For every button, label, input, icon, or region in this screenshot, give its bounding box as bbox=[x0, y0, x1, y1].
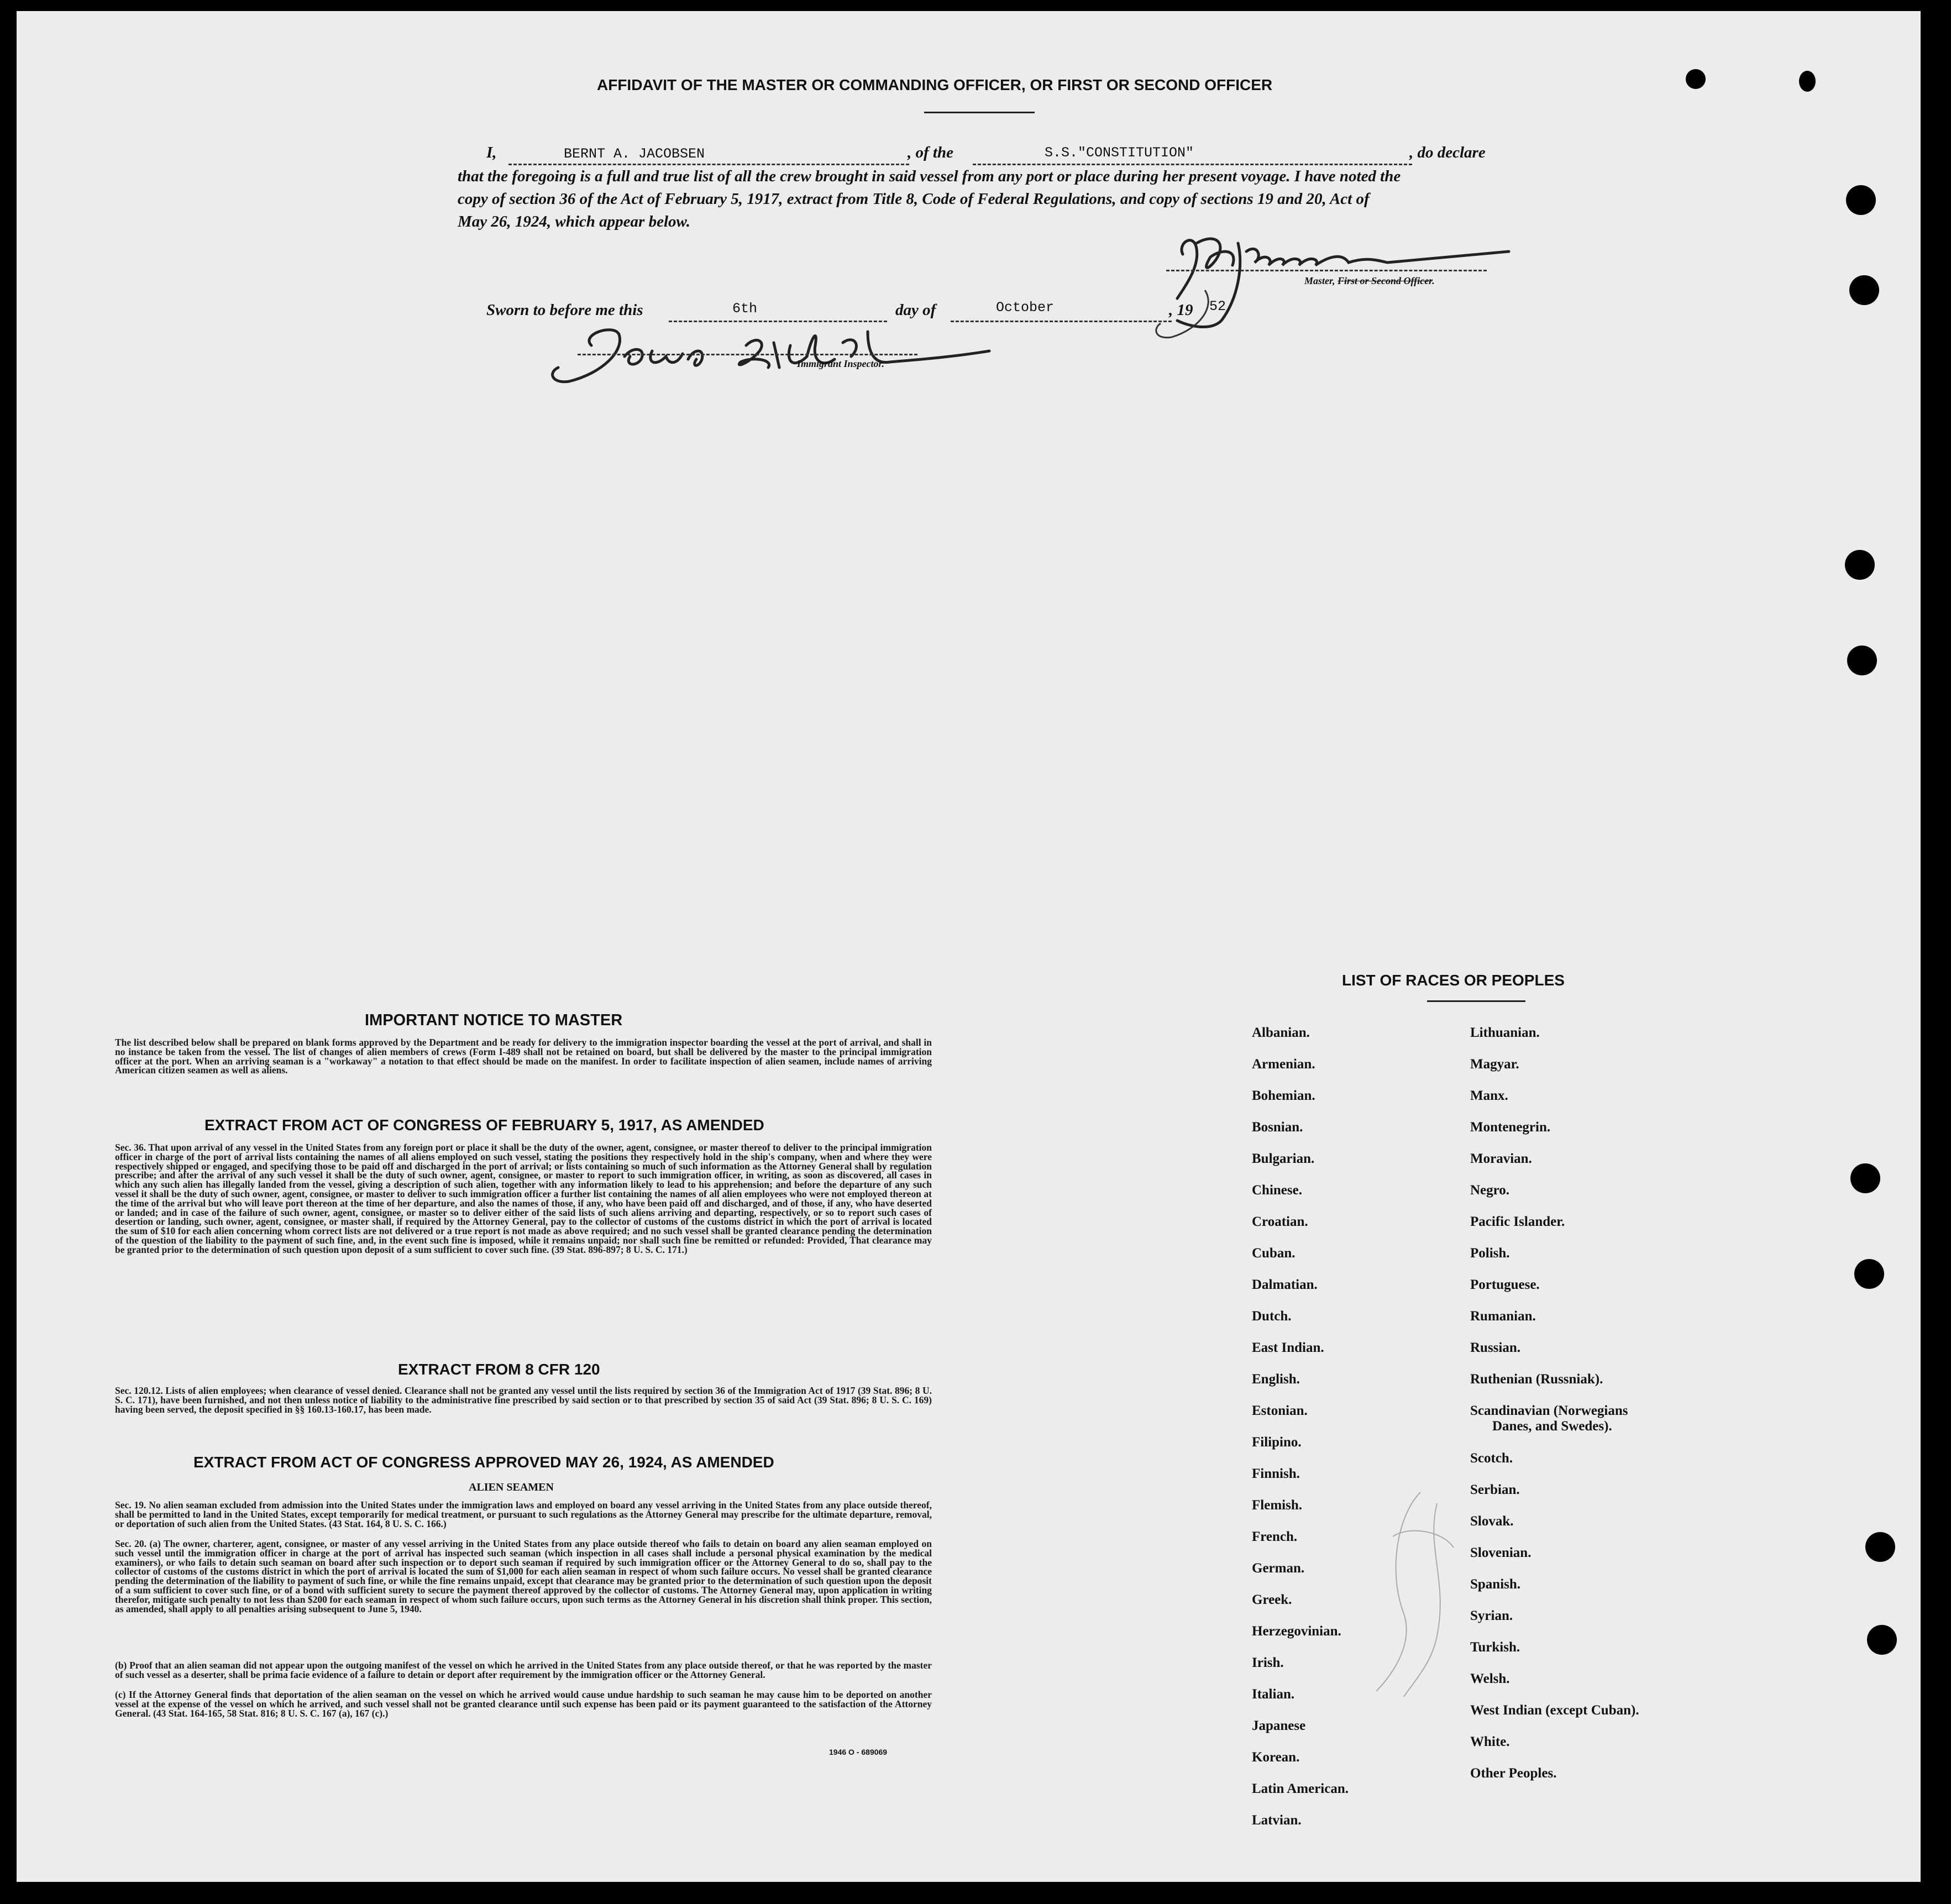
races-title-rule bbox=[1427, 1000, 1525, 1002]
race-item: Montenegrin. bbox=[1470, 1120, 1551, 1135]
master-signature-line bbox=[1166, 270, 1487, 271]
race-item: Lithuanian. bbox=[1470, 1025, 1540, 1040]
notice-body: The list described below shall be prepared on blank forms approved by the Department and be ready for delivery to the immigration inspector boarding the vessel at the port of arrival, and shall in no instance be taken from the vessel. The list of changes of alien members of crews (Form I-489 shall not be retained on board, but shall be delivered by the master to the principal immigration officer at the port. When an arriving seaman is a "workaway" a notation to that effect should be made on the manifest. In order to facilitate inspection of alien seamen, include names of arriving American citizen seamen as well as aliens. bbox=[115, 1037, 932, 1076]
races-right-column bbox=[1470, 1025, 1639, 1797]
sec19-body: Sec. 19. No alien seaman excluded from admission into the United States under the immigration laws and employed on board any vessel arriving in the United States from any place outside thereof, shall be permitted to land in the United States, except temporarily for medical treatment, or pursuant to such regulations as the Attorney General may prescribe for the ultimate departure, removal, or deportation of such alien from the United States. (43 Stat. 164, 8 U. S. C. 166.) bbox=[115, 1499, 932, 1529]
extract-1917-body: Sec. 36. That upon arrival of any vessel in the United States from any foreign port or place it shall be the duty of the owner, agent, consignee, or master thereof to deliver to the principal immigration officer in charge of the port of arrival lists containing the names of all aliens employed on such vessel, stating the positions they respectively hold in the ship's company, when and where they were respectively shipped or engaged, and specifying those to be paid off and discharged in the port of arrival; or lists containing so much of such information as the Attorney General shall by regulation prescribe; and after the arrival of any such vessel it shall be the duty of such owner, agent, consignee, or master to report to such immigration officer, in writing, as soon as discovered, all cases in which any such alien has illegally landed from the vessel, giving a description of such alien, together with any information likely to lead to his apprehension; and before the departure of any such vessel it shall be the duty of such owner, agent, consignee, or master to deliver to such immigration officer a further list containing the names of all alien employees who were not employed thereon at the time of the arrival but who will leave port thereon at the time of her departure, and also the names of those, if any, who have been paid off and discharged, and of those, if any, who have deserted or landed; and in case of the failure of such owner, agent, consignee, or master so to deliver either of the said lists of such aliens arriving and departing, respectively, or so to report such cases of desertion or landing, such owner, agent, consignee, or master shall, if required by the Attorney General, pay to the collector of customs of the customs district in which the port of arrival is located the sum of $10 for each alien concerning whom correct lists are not delivered or a true report is not made as above required; and no such vessel shall be granted clearance pending the determination of the question of the liability to the payment of such fine, and, in the event such fine is imposed, while it remains unpaid; nor shall such fine be remitted or refunded: Provided, That clearance may be granted prior to the determination of such question upon deposit of a sum sufficient to cover such fine. (39 Stat. 896-897; 8 U. S. C. 171.) bbox=[115, 1142, 932, 1255]
sworn-label: Sworn to before me this bbox=[486, 301, 643, 319]
day-value[interactable]: 6th bbox=[732, 301, 758, 317]
race-item: Filipino. bbox=[1252, 1435, 1302, 1450]
race-item: Russian. bbox=[1470, 1340, 1521, 1355]
form-page bbox=[17, 11, 1921, 1882]
signature-flourish bbox=[1150, 285, 1216, 345]
race-item: Negro. bbox=[1470, 1183, 1510, 1198]
race-item: French. bbox=[1252, 1529, 1298, 1544]
race-item: Greek. bbox=[1252, 1592, 1292, 1607]
race-item: Estonian. bbox=[1252, 1403, 1308, 1418]
race-item: Italian. bbox=[1252, 1687, 1295, 1702]
race-item: Korean. bbox=[1252, 1750, 1300, 1765]
declarant-name[interactable]: BERNT A. JACOBSEN bbox=[564, 146, 705, 162]
vessel-field-line bbox=[973, 164, 1412, 165]
race-item: Dalmatian. bbox=[1252, 1277, 1318, 1292]
affidavit-title: AFFIDAVIT OF THE MASTER OR COMMANDING OFFICER, OR FIRST OR SECOND OFFICER bbox=[597, 76, 1273, 93]
race-item: White. bbox=[1470, 1734, 1510, 1749]
races-title: LIST OF RACES OR PEOPLES bbox=[1342, 972, 1565, 989]
race-item: Albanian. bbox=[1252, 1025, 1310, 1040]
cfr-title: EXTRACT FROM 8 CFR 120 bbox=[398, 1361, 600, 1378]
race-item: Syrian. bbox=[1470, 1608, 1513, 1623]
race-item: Moravian. bbox=[1470, 1151, 1532, 1166]
declarant-label: I, bbox=[486, 144, 497, 161]
sec20a-body: Sec. 20. (a) The owner, charterer, agent, consignee, or master of any vessel arriving in the United States from any place outside thereof who fails to detain on board any alien seaman employed on such vessel until the immigration officer in charge at the port of arrival has inspected such seaman (which inspection in all cases shall include a personal physical examination by the medical examiners), or who fails to detain such seaman on board after such inspection or to deport such seaman if required by such immigration officer or the Attorney General to do so, shall pay to the collector of customs of the customs district in which the port of arrival is located the sum of $1,000 for each alien seaman in respect of whom such failure occurs. No vessel shall be granted clearance pending the determination of the liability to payment of such fine, or while the fine remains unpaid, except that clearance may be granted prior to the determination of such question upon the deposit of a sum sufficient to cover such fine, or of a bond with sufficient surety to secure the payment thereof approved by the collector of customs. The Attorney General may, upon application in writing therefor, mitigate such penalty to not less than $200 for each seaman in respect of whom such failure occurs, upon such terms as the Attorney General in his discretion shall think proper. This section, as amended, shall apply to all penalties arising subsequent to June 5, 1940. bbox=[115, 1538, 932, 1614]
extract-1917-title: EXTRACT FROM ACT OF CONGRESS OF FEBRUARY 5, 1917, AS AMENDED bbox=[204, 1116, 764, 1134]
race-item: Bosnian. bbox=[1252, 1120, 1303, 1135]
year-value[interactable]: 52 bbox=[1209, 298, 1226, 314]
race-item: Scotch. bbox=[1470, 1451, 1513, 1466]
inspector-signature bbox=[536, 312, 1022, 401]
race-item: Serbian. bbox=[1470, 1482, 1520, 1497]
race-item: Turkish. bbox=[1470, 1640, 1520, 1655]
do-declare-label: , do declare bbox=[1409, 144, 1486, 161]
alien-seamen-subtitle: ALIEN SEAMEN bbox=[469, 1481, 554, 1493]
race-item: Scandinavian (Norwegians bbox=[1470, 1403, 1628, 1418]
race-item: Ruthenian (Russniak). bbox=[1470, 1372, 1603, 1387]
race-item: Bulgarian. bbox=[1252, 1151, 1315, 1166]
race-item: Latin American. bbox=[1252, 1781, 1349, 1796]
race-item: Pacific Islander. bbox=[1470, 1214, 1565, 1229]
month-value[interactable]: October bbox=[996, 300, 1055, 316]
day-of-label: day of bbox=[895, 301, 936, 319]
cfr-body: Sec. 120.12. Lists of alien employees; when clearance of vessel denied. Clearance shall not be granted any vessel until the lists required by section 36 of the Immigration Act of 1917 (39 Stat. 896; 8 U. S. C. 171), have been furnished, and not then unless notice of liability to the administrative fine prescribed by said section or to that prescribed by section 35 of said Act (39 Stat. 896; 8 U. S. C. 169) having been served, the deposit specified in §§ 160.13-160.17, has been made. bbox=[115, 1385, 932, 1415]
race-item: Polish. bbox=[1470, 1246, 1510, 1261]
race-item: Latvian. bbox=[1252, 1813, 1302, 1828]
race-item: English. bbox=[1252, 1372, 1300, 1387]
race-item: German. bbox=[1252, 1561, 1305, 1576]
punch-hole bbox=[1854, 1259, 1884, 1289]
race-item: Bohemian. bbox=[1252, 1088, 1315, 1103]
race-item: Irish. bbox=[1252, 1655, 1284, 1670]
declaration-line-3: copy of section 36 of the Act of February 5, 1917, extract from Title 8, Code of Federal Regulations, and copy of sections 19 and 20, Act of bbox=[458, 190, 1370, 208]
year-prefix: , 19 bbox=[1169, 301, 1193, 319]
punch-hole bbox=[1849, 275, 1879, 305]
race-item: Portuguese. bbox=[1470, 1277, 1540, 1292]
punch-hole bbox=[1846, 185, 1876, 215]
vessel-name[interactable]: S.S."CONSTITUTION" bbox=[1045, 145, 1194, 161]
race-item: Rumanian. bbox=[1470, 1309, 1536, 1324]
print-code: 1946 O - 689069 bbox=[829, 1748, 888, 1756]
sec20b-body: (b) Proof that an alien seaman did not appear upon the outgoing manifest of the vessel on which he arrived in the United States from any place outside thereof, or that he was reported by the master of such vessel as a deserter, shall be prima facie evidence of a failure to detain or deport after requirement by the immigration officer or the Attorney General. bbox=[115, 1660, 932, 1680]
pencil-marks bbox=[1354, 1470, 1476, 1702]
inspector-caption: Immigrant Inspector. bbox=[797, 358, 885, 369]
master-caption-end: . bbox=[1432, 275, 1435, 286]
master-caption-text: Master, bbox=[1304, 275, 1338, 286]
title-rule bbox=[924, 112, 1035, 113]
punch-hole bbox=[1850, 1163, 1880, 1193]
punch-hole bbox=[1847, 646, 1877, 675]
races-left-column bbox=[1252, 1025, 1349, 1844]
punch-hole bbox=[1799, 71, 1816, 92]
race-item: West Indian (except Cuban). bbox=[1470, 1703, 1639, 1718]
of-the-label: , of the bbox=[908, 144, 953, 161]
struck-officer-text: First or Second Officer bbox=[1338, 275, 1433, 286]
race-item: East Indian. bbox=[1252, 1340, 1324, 1355]
inspector-signature-line bbox=[578, 354, 917, 355]
race-item: Welsh. bbox=[1470, 1671, 1510, 1686]
race-item: Finnish. bbox=[1252, 1466, 1300, 1481]
name-field-line bbox=[508, 164, 909, 165]
extract-1924-title: EXTRACT FROM ACT OF CONGRESS APPROVED MAY 26, 1924, AS AMENDED bbox=[193, 1454, 774, 1471]
race-item: Spanish. bbox=[1470, 1577, 1521, 1592]
punch-hole bbox=[1865, 1532, 1895, 1562]
sec20c-body: (c) If the Attorney General finds that deportation of the alien seaman on the vessel on which he arrived would cause undue hardship to such seaman he may cause him to be deported on another vessel at the expense of the vessel on which he arrived, and such vessel shall not be granted clearance until such expense has been paid or its payment guaranteed to the satisfaction of the Attorney General. (43 Stat. 164-165, 58 Stat. 816; 8 U. S. C. 167 (a), 167 (c).) bbox=[115, 1689, 932, 1719]
race-item: Japanese bbox=[1252, 1718, 1306, 1733]
punch-hole bbox=[1845, 550, 1875, 580]
race-item: Armenian. bbox=[1252, 1057, 1315, 1072]
punch-hole bbox=[1867, 1625, 1897, 1655]
notice-title: IMPORTANT NOTICE TO MASTER bbox=[365, 1011, 623, 1029]
race-item: Slovenian. bbox=[1470, 1545, 1532, 1560]
declaration-line-4: May 26, 1924, which appear below. bbox=[458, 213, 691, 230]
race-item: Magyar. bbox=[1470, 1057, 1519, 1072]
race-item: Croatian. bbox=[1252, 1214, 1308, 1229]
race-item: Dutch. bbox=[1252, 1309, 1292, 1324]
declaration-line-2: that the foregoing is a full and true list of all the crew brought in said vessel from any port or place during her present voyage. I have noted the bbox=[458, 167, 1401, 185]
race-item: Flemish. bbox=[1252, 1498, 1302, 1513]
punch-hole bbox=[1686, 69, 1706, 89]
master-caption bbox=[1304, 275, 1435, 287]
race-item: Slovak. bbox=[1470, 1514, 1514, 1529]
race-item: Manx. bbox=[1470, 1088, 1508, 1103]
race-item: Other Peoples. bbox=[1470, 1766, 1557, 1781]
race-item: Cuban. bbox=[1252, 1246, 1296, 1261]
race-item: Chinese. bbox=[1252, 1183, 1302, 1198]
race-item: Danes, and Swedes). bbox=[1492, 1419, 1612, 1434]
race-item: Herzegovinian. bbox=[1252, 1624, 1341, 1639]
